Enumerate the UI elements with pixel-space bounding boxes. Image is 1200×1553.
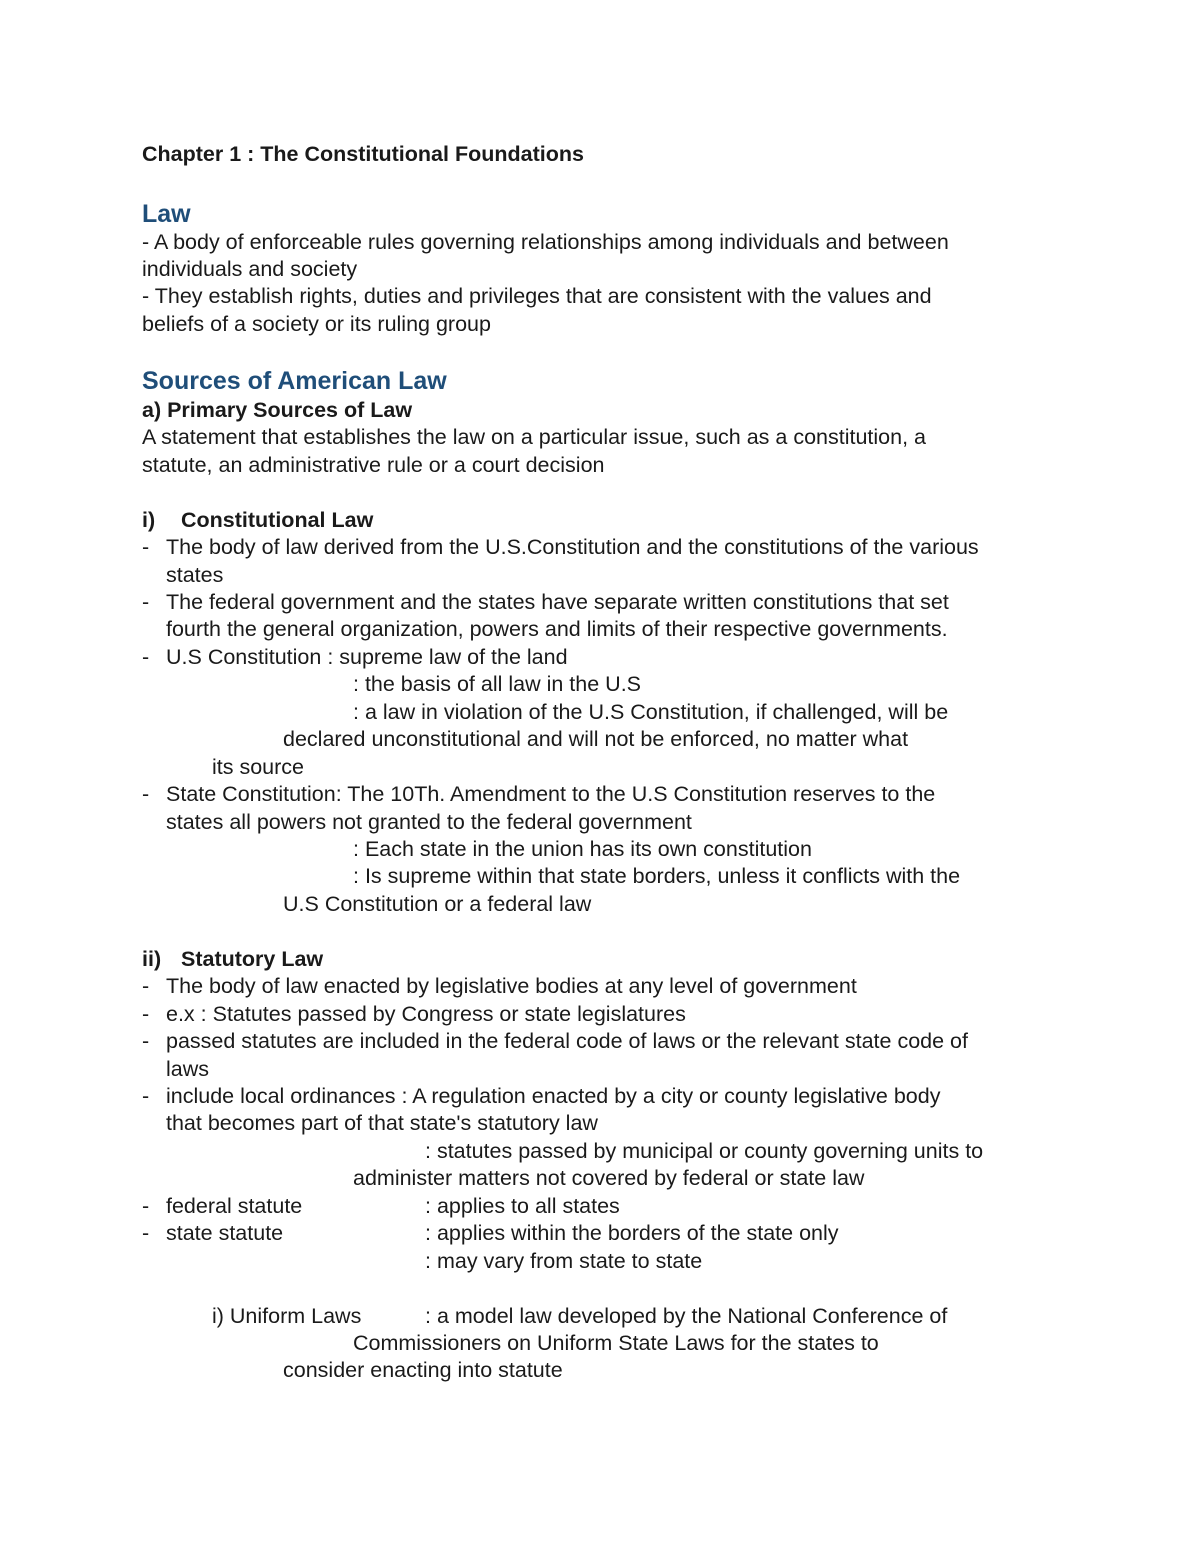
constitutional-bullet: The federal government and the states have separate written constitutions that set	[166, 590, 949, 614]
bullet-dash: -	[142, 1029, 150, 1053]
constitutional-bullet: states all powers not granted to the federal government	[166, 810, 692, 834]
law-definition-line: individuals and society	[142, 257, 358, 281]
statutory-bullet: : may vary from state to state	[425, 1249, 703, 1273]
constitutional-bullet: : Each state in the union has its own constitution	[353, 837, 812, 861]
statutory-bullet: laws	[166, 1057, 210, 1081]
law-heading: Law	[142, 200, 191, 228]
statutory-bullet: : applies within the borders of the state only	[425, 1221, 839, 1245]
law-definition-line: - They establish rights, duties and privileges that are consistent with the values and	[142, 284, 932, 308]
bullet-dash: -	[142, 1221, 150, 1245]
uniform-laws-label: i) Uniform Laws	[212, 1304, 362, 1328]
primary-sources-text: statute, an administrative rule or a court decision	[142, 453, 605, 477]
bullet-dash: -	[142, 1194, 150, 1218]
uniform-laws-text: : a model law developed by the National Conference of	[425, 1304, 948, 1328]
bullet-dash: -	[142, 645, 150, 669]
statutory-bullet: include local ordinances : A regulation enacted by a city or county legislative body	[166, 1084, 941, 1108]
constitutional-bullet: : the basis of all law in the U.S	[353, 672, 642, 696]
statutory-bullet: e.x : Statutes passed by Congress or state legislatures	[166, 1002, 686, 1026]
constitutional-law-heading: Constitutional Law	[181, 508, 374, 532]
constitutional-bullet: states	[166, 563, 224, 587]
bullet-dash: -	[142, 535, 150, 559]
sources-heading: Sources of American Law	[142, 367, 447, 395]
statutory-bullet: that becomes part of that state's statutory law	[166, 1111, 598, 1135]
primary-sources-heading: a) Primary Sources of Law	[142, 398, 413, 422]
statutory-law-heading: Statutory Law	[181, 947, 324, 971]
bullet-dash: -	[142, 1002, 150, 1026]
uniform-laws-text: consider enacting into statute	[283, 1358, 563, 1382]
constitutional-bullet: The body of law derived from the U.S.Constitution and the constitutions of the various	[166, 535, 979, 559]
bullet-dash: -	[142, 1084, 150, 1108]
constitutional-bullet: : Is supreme within that state borders, unless it conflicts with the	[353, 864, 961, 888]
law-definition-line: beliefs of a society or its ruling group	[142, 312, 491, 336]
law-definition-line: - A body of enforceable rules governing relationships among individuals and between	[142, 230, 949, 254]
constitutional-bullet: fourth the general organization, powers and limits of their respective governments.	[166, 617, 948, 641]
constitutional-bullet: State Constitution: The 10Th. Amendment to the U.S Constitution reserves to the	[166, 782, 936, 806]
bullet-dash: -	[142, 974, 150, 998]
chapter-title: Chapter 1 : The Constitutional Foundations	[142, 142, 584, 166]
constitutional-bullet: its source	[212, 755, 305, 779]
section-number: ii)	[142, 947, 162, 971]
uniform-laws-text: Commissioners on Uniform State Laws for the states to	[353, 1331, 879, 1355]
bullet-dash: -	[142, 782, 150, 806]
statutory-bullet: passed statutes are included in the federal code of laws or the relevant state code of	[166, 1029, 968, 1053]
constitutional-bullet: U.S Constitution : supreme law of the land	[166, 645, 568, 669]
statutory-bullet: state statute	[166, 1221, 284, 1245]
statutory-bullet: The body of law enacted by legislative bodies at any level of government	[166, 974, 857, 998]
section-number: i)	[142, 508, 156, 532]
statutory-bullet: : applies to all states	[425, 1194, 620, 1218]
statutory-bullet: : statutes passed by municipal or county governing units to	[425, 1139, 984, 1163]
statutory-bullet: federal statute	[166, 1194, 303, 1218]
statutory-bullet: administer matters not covered by federal or state law	[353, 1166, 865, 1190]
bullet-dash: -	[142, 590, 150, 614]
constitutional-bullet: declared unconstitutional and will not be enforced, no matter what	[283, 727, 909, 751]
constitutional-bullet: U.S Constitution or a federal law	[283, 892, 592, 916]
constitutional-bullet: : a law in violation of the U.S Constitution, if challenged, will be	[353, 700, 949, 724]
primary-sources-text: A statement that establishes the law on a particular issue, such as a constitution, a	[142, 425, 926, 449]
